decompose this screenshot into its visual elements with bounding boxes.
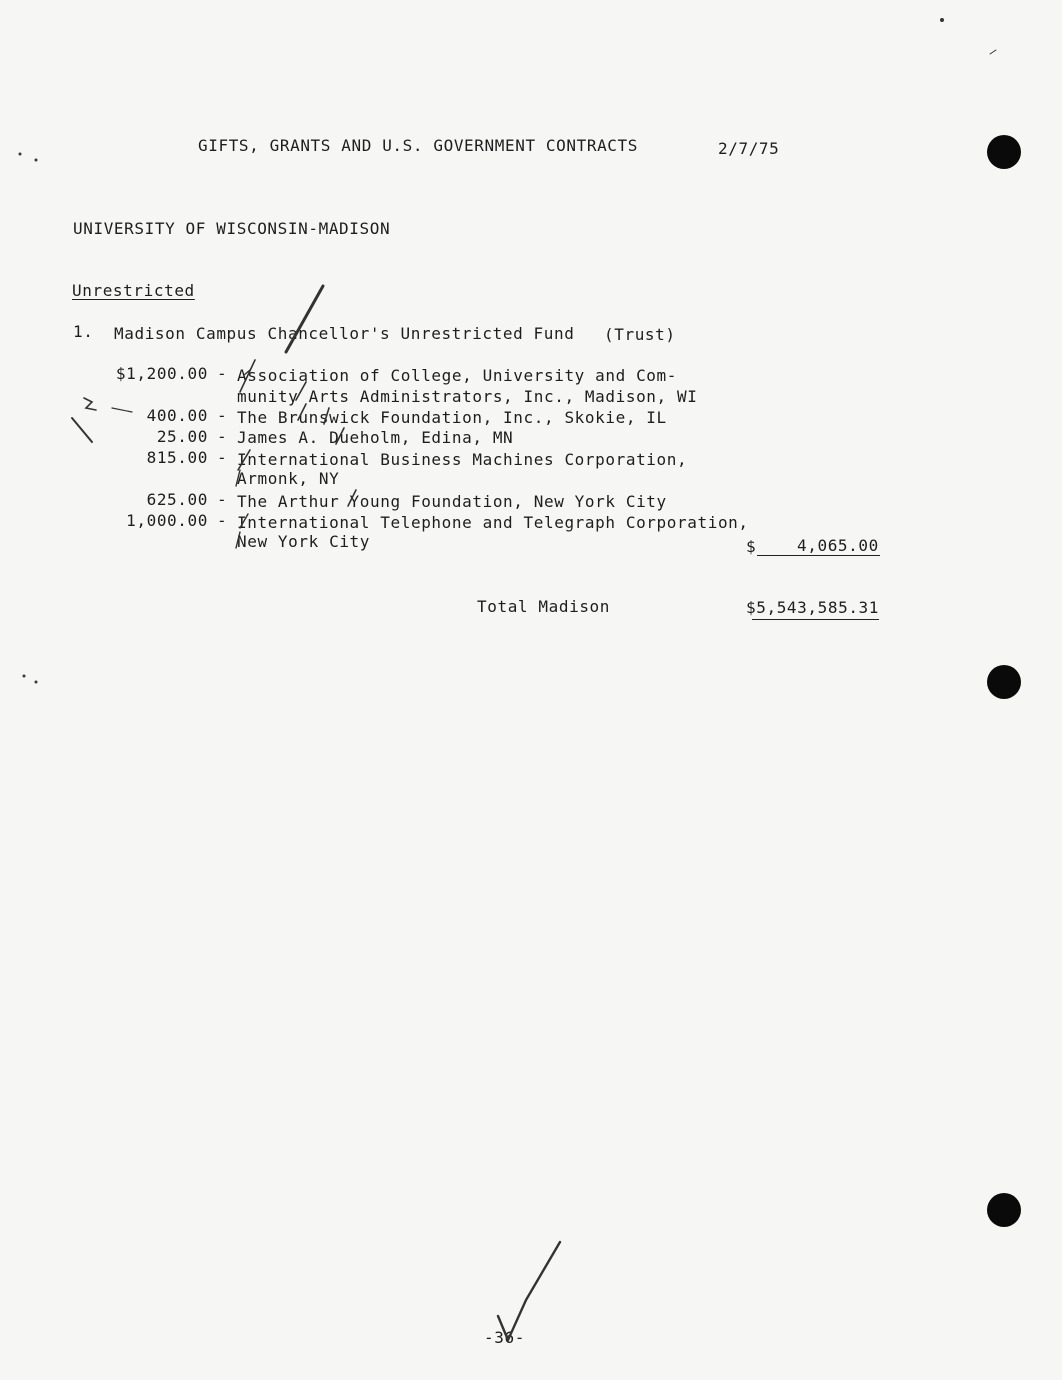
document-date: 2/7/75 (718, 139, 780, 158)
gift-amount: 625.00 (146, 490, 208, 509)
gift-donor-cont: New York City (237, 532, 371, 551)
gift-amount: 400.00 (146, 406, 208, 425)
item-title: Madison Campus Chancellor's Unrestricted Fund (114, 324, 575, 343)
total-value: $5,543,585.31 (746, 598, 880, 617)
item-number: 1. (73, 322, 94, 341)
total-label: Total Madison (477, 597, 611, 616)
gift-donor-cont: munity Arts Administrators, Inc., Madison, WI (237, 387, 698, 406)
gift-amount: 25.00 (156, 427, 208, 446)
gift-donor: James A. Dueholm, Edina, MN (237, 428, 514, 447)
gift-donor: The Arthur Young Foundation, New York City (237, 492, 667, 511)
institution-heading: UNIVERSITY OF WISCONSIN-MADISON (73, 219, 391, 238)
gift-amount: $1,200.00 (115, 364, 208, 383)
gift-dash: - (217, 448, 227, 467)
page-number: -36- (484, 1328, 525, 1347)
item-qualifier: (Trust) (604, 325, 676, 344)
gift-donor: Association of College, University and Com- (237, 366, 678, 385)
gift-donor: International Business Machines Corporation, (237, 450, 688, 469)
gift-dash: - (217, 511, 227, 530)
document-title: GIFTS, GRANTS AND U.S. GOVERNMENT CONTRACTS (198, 136, 639, 155)
subtotal-currency: $ (746, 537, 757, 556)
gift-amount: 815.00 (146, 448, 208, 467)
gift-dash: - (217, 364, 227, 383)
gift-dash: - (217, 406, 227, 425)
gift-dash: - (217, 427, 227, 446)
gift-amount: 1,000.00 (126, 511, 208, 530)
gift-donor-cont: Armonk, NY (237, 469, 340, 488)
gift-donor: The Brunswick Foundation, Inc., Skokie, IL (237, 408, 667, 427)
gift-dash: - (217, 490, 227, 509)
section-heading: Unrestricted (72, 281, 195, 300)
subtotal-amount: 4,065.00 (797, 536, 879, 555)
gift-donor: International Telephone and Telegraph Corporation, (237, 513, 749, 532)
